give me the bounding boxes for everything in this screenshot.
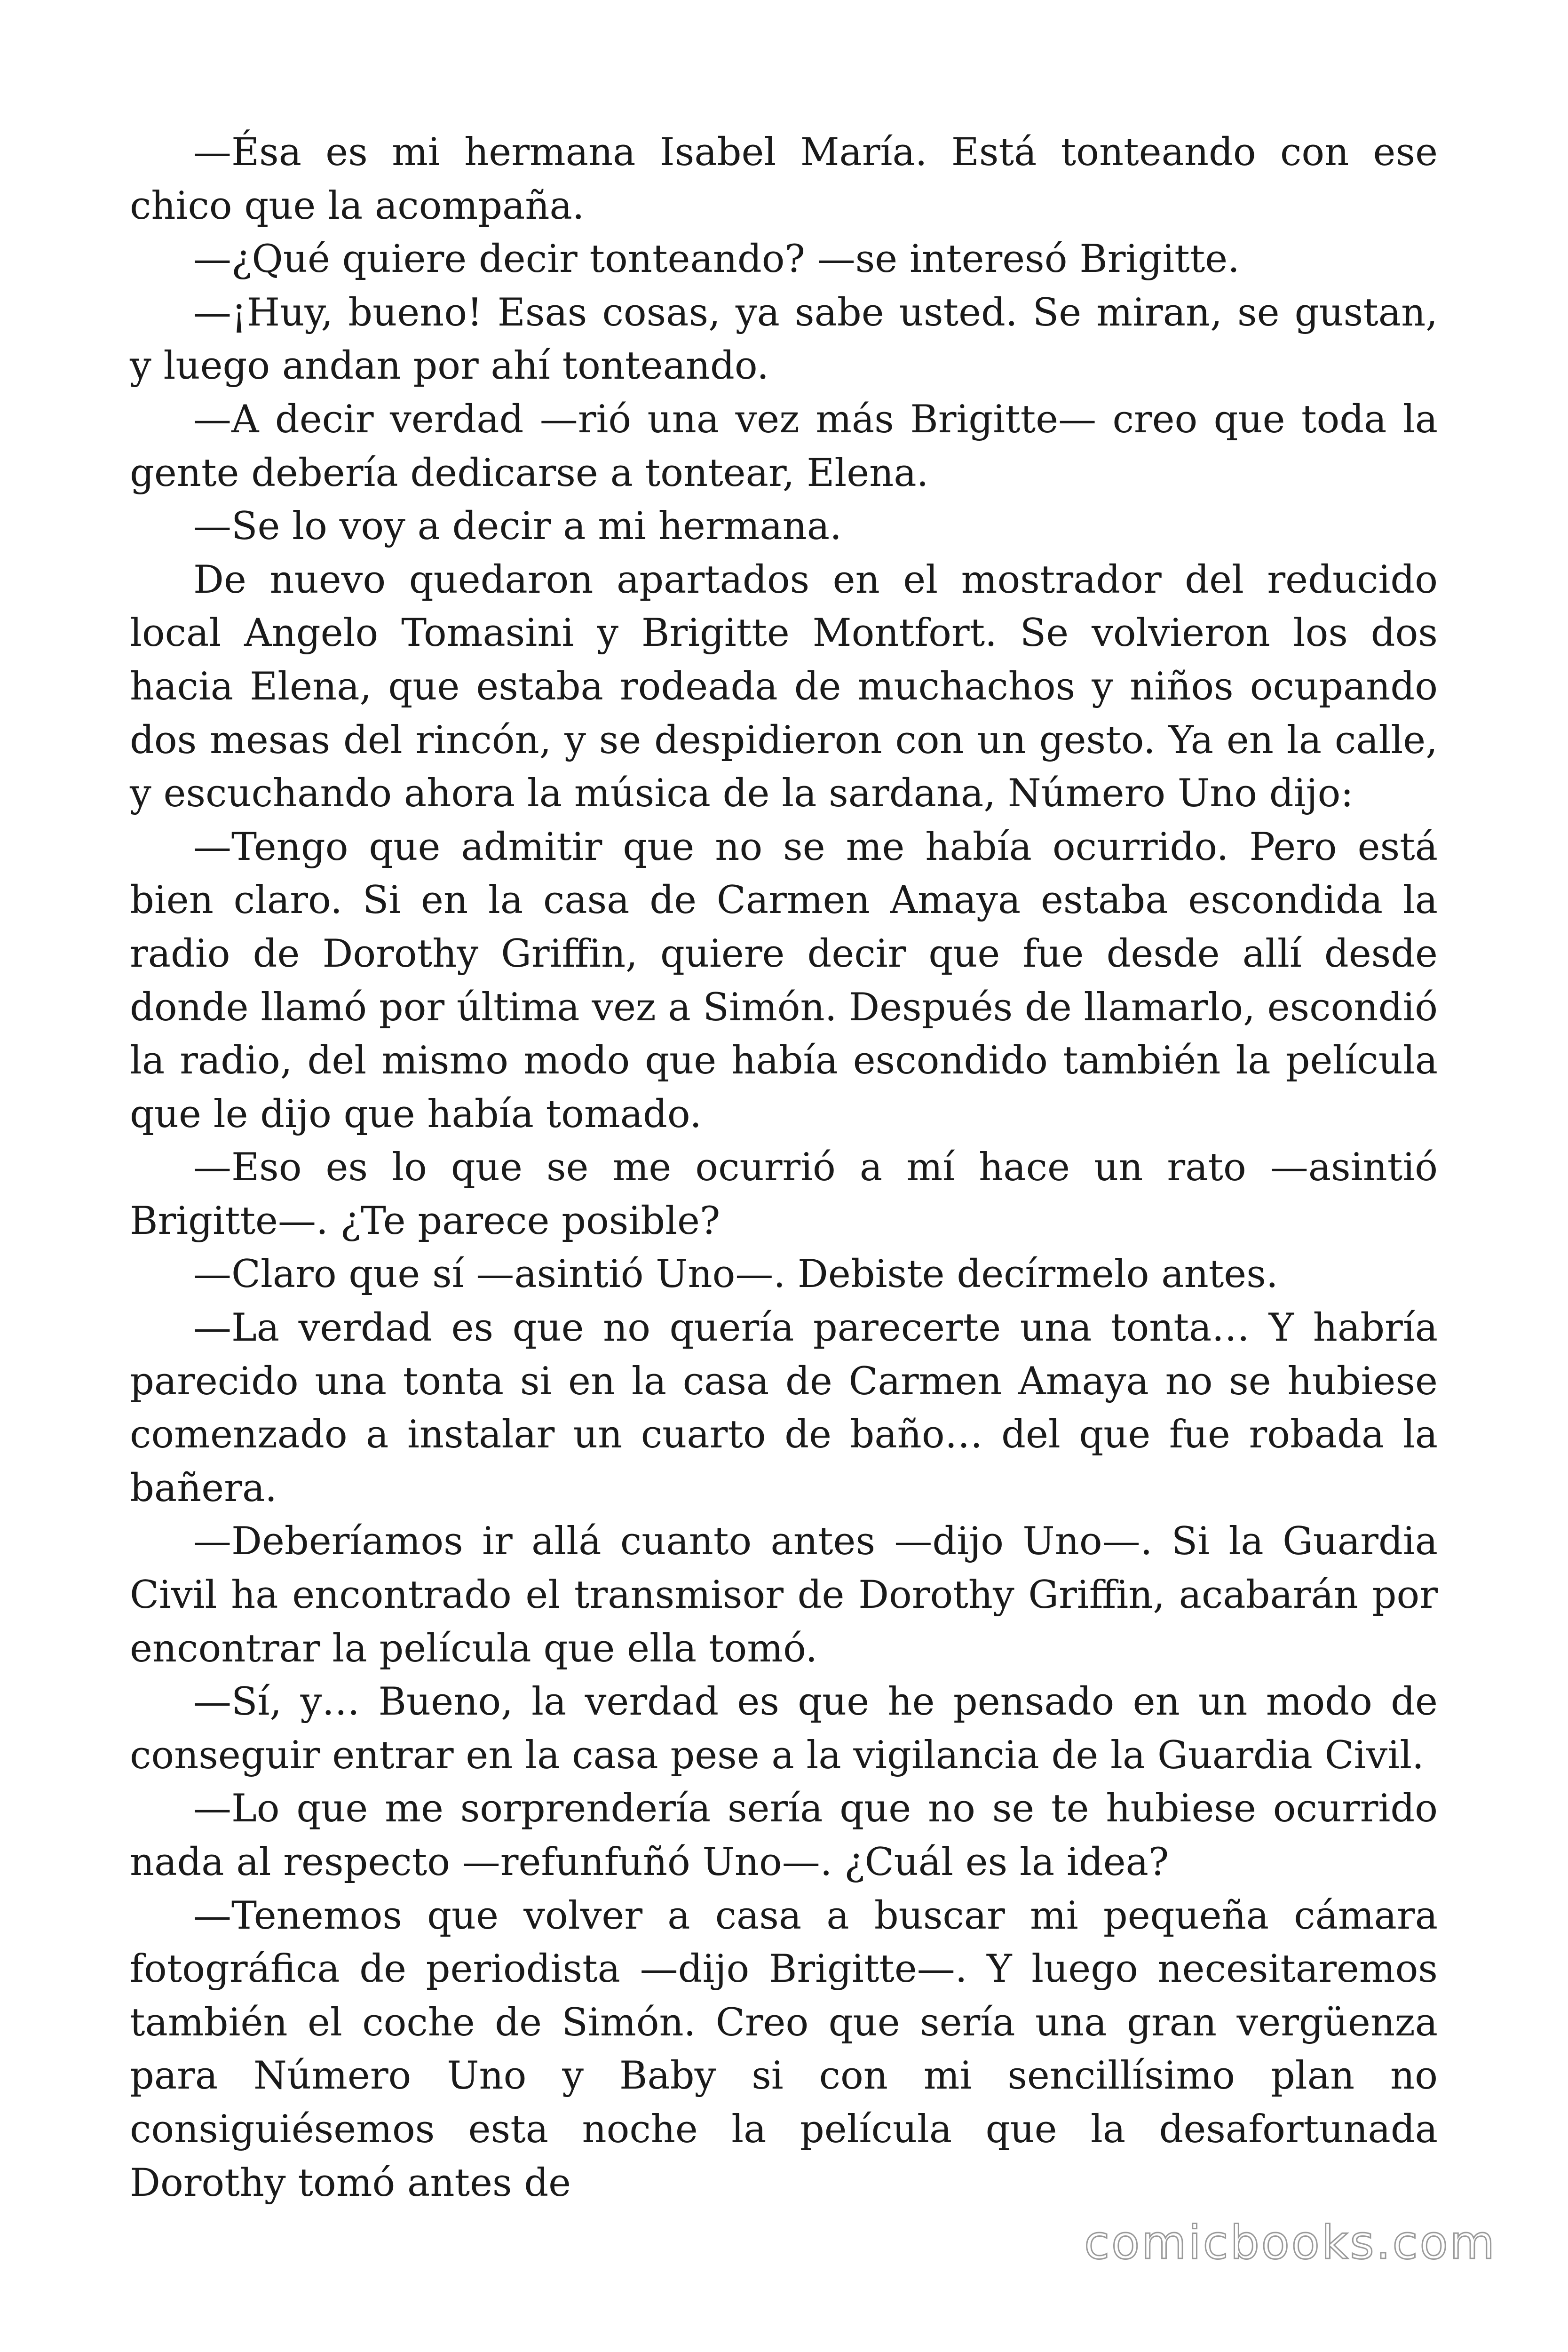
paragraph: —A decir verdad —rió una vez más Brigitte— creo que toda la gente debería dedicarse a tontear, Elena. bbox=[130, 397, 1438, 495]
paragraph: De nuevo quedaron apartados en el mostrador del reducido local Angelo Tomasini y Brigitte Montfort. Se volvieron los dos hacia Elena, que estaba rodeada de muchachos y niños ocupando dos mesas del rincón, y se despidieron con un gesto. Ya en la calle, y escuchando ahora la música de la sardana, Número Uno dijo: bbox=[130, 557, 1438, 816]
paragraph: —Lo que me sorprendería sería que no se te hubiese ocurrido nada al respecto —refunfuñó Uno—. ¿Cuál es la idea? bbox=[130, 1787, 1438, 1884]
paragraph: —Eso es lo que se me ocurrió a mí hace un rato —asintió Brigitte—. ¿Te parece posible? bbox=[130, 1145, 1438, 1243]
page-text bbox=[130, 126, 1438, 2210]
paragraph: —Sí, y… Bueno, la verdad es que he pensado en un modo de conseguir entrar en la casa pese a la vigilancia de la Guardia Civil. bbox=[130, 1680, 1438, 1778]
paragraph: —Tengo que admitir que no se me había ocurrido. Pero está bien claro. Si en la casa de Carmen Amaya estaba escondida la radio de Dorothy Griffin, quiere decir que fue desde allí desde donde llamó por última vez a Simón. Después de llamarlo, escondió la radio, del mismo modo que había escondido también la película que le dijo que había tomado. bbox=[130, 825, 1438, 1136]
paragraph: —¡Huy, bueno! Esas cosas, ya sabe usted. Se miran, se gustan, y luego andan por ahí tonteando. bbox=[130, 290, 1438, 389]
paragraph: —¿Qué quiere decir tonteando? —se interesó Brigitte. bbox=[193, 237, 1240, 282]
watermark: comicbooks.com bbox=[1084, 2216, 1497, 2270]
paragraph: —La verdad es que no quería parecerte una tonta… Y habría parecido una tonta si en la casa de Carmen Amaya no se hubiese comenzado a instalar un cuarto de baño… del que fue robada la bañera. bbox=[130, 1306, 1438, 1510]
paragraph: —Claro que sí —asintió Uno—. Debiste decírmelo antes. bbox=[193, 1252, 1278, 1297]
paragraph: —Se lo voy a decir a mi hermana. bbox=[193, 504, 842, 549]
paragraph: —Deberíamos ir allá cuanto antes —dijo Uno—. Si la Guardia Civil ha encontrado el transmisor de Dorothy Griffin, acabarán por encontrar la película que ella tomó. bbox=[130, 1519, 1438, 1671]
paragraph: —Tenemos que volver a casa a buscar mi pequeña cámara fotográfica de periodista —dijo Brigitte—. Y luego necesitaremos también el coche de Simón. Creo que sería una gran vergüenza para Número Uno y Baby si con mi sencillísimo plan no consiguiésemos esta noche la película que la desafortunada Dorothy tomó antes de bbox=[130, 1893, 1438, 2205]
paragraph: —Ésa es mi hermana Isabel María. Está tonteando con ese chico que la acompaña. bbox=[130, 130, 1438, 228]
